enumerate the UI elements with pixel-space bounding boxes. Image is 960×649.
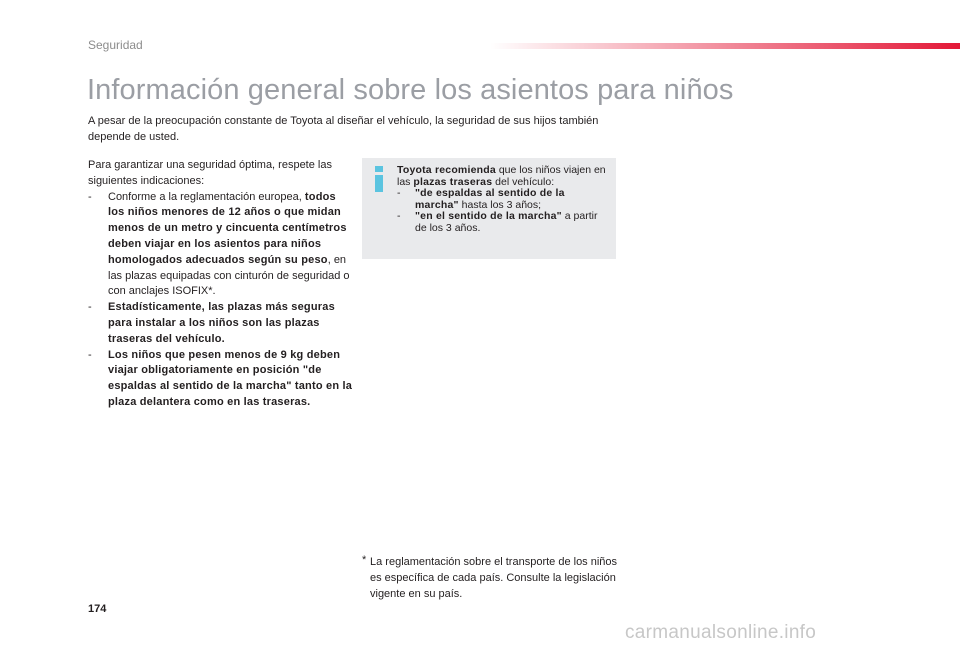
footnote-text: La reglamentación sobre el transporte de los niños es específica de cada país. Consulte la legislación vigente en su país. — [370, 556, 618, 601]
list-item — [88, 190, 353, 301]
list-dash: - — [397, 187, 401, 200]
list-dash: - — [397, 210, 401, 223]
list-dash: - — [88, 348, 92, 361]
list-dash: - — [88, 190, 92, 203]
list-item-text: Conforme a la reglamentación europea, — [108, 190, 305, 203]
list-item-bold: "de espaldas al sentido de la marcha" — [415, 187, 565, 211]
watermark: carmanualsonline.info — [625, 622, 817, 643]
list-item-text: hasta los 3 años; — [458, 198, 542, 211]
page-number: 174 — [88, 603, 107, 615]
list-item-bold: todos los niños menores de 12 años o que midan menos de un metro y cincuenta centímetros deben viajar en los asientos para niños homologados adecuados según su peso — [108, 190, 347, 266]
recommendation-list — [88, 190, 353, 411]
info-text: que los niños viajen en las — [397, 164, 606, 188]
list-item-text: a partir de los 3 años. — [415, 210, 598, 234]
info-list — [397, 188, 606, 234]
page-title: Información general sobre los asientos para niños — [87, 74, 734, 106]
footnote-marker: * — [362, 554, 367, 566]
info-box-lead — [397, 165, 606, 188]
list-item-bold: "en el sentido de la marcha" — [415, 210, 562, 223]
list-item-bold: Estadísticamente, las plazas más seguras para instalar a los niños son las plazas traseras del vehículo. — [108, 301, 335, 345]
list-item-text: , en las plazas equipadas con cinturón de seguridad o con anclajes ISOFIX*. — [108, 253, 350, 298]
lead-paragraph: Para garantizar una seguridad óptima, respete las siguientes indicaciones: — [88, 159, 332, 187]
list-item — [397, 211, 606, 234]
info-icon — [372, 166, 386, 192]
list-item — [397, 188, 606, 211]
info-bold: Toyota recomienda — [397, 164, 496, 176]
info-box — [362, 158, 616, 259]
footnote — [362, 554, 622, 603]
list-dash: - — [88, 301, 92, 314]
intro-paragraph: A pesar de la preocupación constante de Toyota al diseñar el vehículo, la seguridad de sus hijos también depende de usted. — [88, 115, 599, 143]
section-label: Seguridad — [88, 38, 143, 52]
list-item — [88, 348, 353, 411]
main-text-column — [88, 158, 353, 411]
list-item — [88, 300, 353, 347]
list-item-bold: Los niños que pesen menos de 9 kg deben viajar obligatoriamente en posición "de espaldas al sentido de la marcha" tanto en la plaza delantera como en las traseras. — [108, 348, 353, 408]
info-bold: plazas traseras — [413, 175, 493, 188]
info-text: del vehículo: — [492, 175, 555, 188]
header-accent-bar — [490, 43, 960, 49]
